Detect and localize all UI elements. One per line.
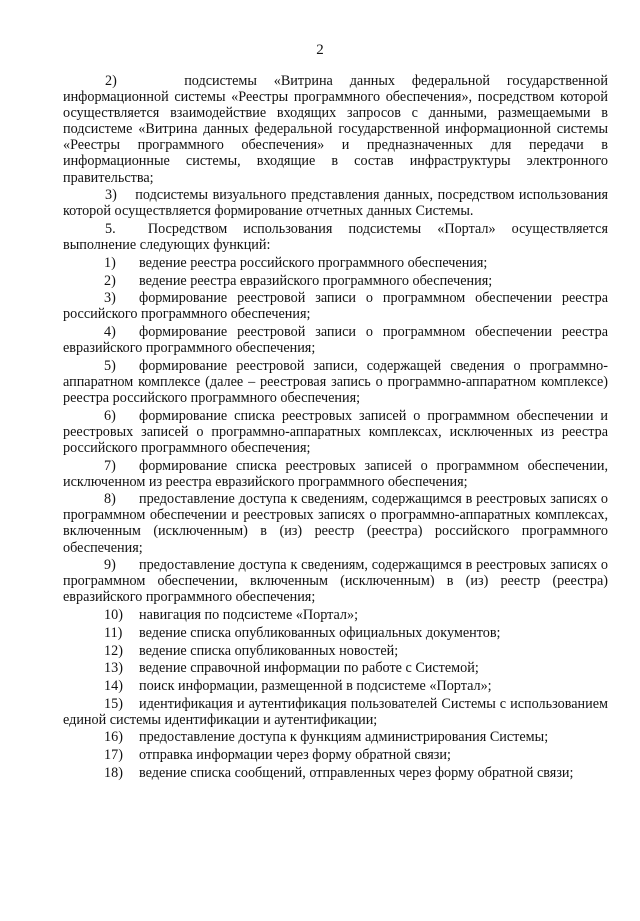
list-item-text: ведение реестра евразийского программного обеспечения; [139,272,493,289]
list-item-number: 4) [104,323,116,340]
list-item [63,607,608,623]
list-item [63,491,608,555]
list-item-text: ведение справочной информации по работе с Системой; [139,660,479,677]
document-body [63,73,608,782]
list-item-text: предоставление доступа к функциям администрирования Системы; [139,729,549,746]
list-item-number: 9) [104,557,116,574]
list-item [63,290,608,322]
list-item-text: навигация по подсистеме «Портал»; [139,607,359,624]
list-item [63,625,608,641]
page-number: 2 [316,42,324,58]
list-item [63,747,608,763]
list-item [63,255,608,271]
list-item-text: ведение списка опубликованных официальных документов; [139,624,501,641]
paragraph-section-5: 5. Посредством использования подсистемы «Портал» осуществляется выполнение следующих функций: [63,221,608,254]
list-item-number: 12) [104,642,123,659]
list-item-text: предоставление доступа к сведениям, содержащимся в реестровых записях о программном обеспечении и реестровых записях о программно-аппаратных комплексах, включенным (исключенным) в (из) реестр (реестра) российского программного обеспечения; [63,491,608,556]
list-item-number: 18) [104,764,123,781]
list-item-text: предоставление доступа к сведениям, содержащимся в реестровых записях о программном обеспечении, включенным (исключенным) в (из) реестр (реестра) евразийского программного обеспечения; [63,557,608,606]
list-item-text: отправка информации через форму обратной связи; [139,747,451,764]
list-item-text: формирование реестровой записи о программном обеспечении реестра российского программного обеспечения; [63,290,608,323]
list-item-text: ведение реестра российского программного обеспечения; [139,254,488,271]
list-item [63,643,608,659]
list-item-text: ведение списка сообщений, отправленных через форму обратной связи; [139,764,574,781]
list-item-number: 15) [104,695,123,712]
paragraph-subsystem-2: 2) подсистемы «Витрина данных федеральной государственной информационной системы «Реестры программного обеспечения», посредством которой осуществляется взаимодействие входящих запросов с данными, размещаемыми в подсистеме «Витрина данных федеральной государственной информационной системы «Реестры программного обеспечения» и предназначенных для передачи в информационные системы, входящие в состав инфраструктуры электронного правительства; [63,73,608,186]
list-item-text: формирование списка реестровых записей о программном обеспечении, исключенном из реестра евразийского программного обеспечения; [63,457,608,490]
list-item-number: 14) [104,677,123,694]
list-item [63,765,608,781]
list-item-number: 11) [104,624,123,641]
list-item [63,458,608,490]
list-item-number: 5) [104,357,116,374]
list-item-text: поиск информации, размещенной в подсистеме «Портал»; [139,677,492,694]
list-item-text: ведение списка опубликованных новостей; [139,642,399,659]
paragraph-subsystem-3: 3) подсистемы визуального представления данных, посредством использования которой осуществляется формирование отчетных данных Системы. [63,187,608,220]
list-item-number: 8) [104,491,116,508]
list-item-number: 7) [104,457,116,474]
list-item [63,324,608,356]
list-item-number: 16) [104,729,123,746]
list-item [63,660,608,676]
list-item [63,358,608,406]
list-item-number: 13) [104,660,123,677]
list-item-number: 2) [104,272,116,289]
list-item [63,696,608,728]
list-item-text: формирование реестровой записи, содержащей сведения о программно-аппаратном комплексе (далее – реестровая запись о программно-аппаратном комплексе) реестра российского программного обеспечения; [63,357,608,406]
list-item-text: формирование реестровой записи о программном обеспечении реестра евразийского программного обеспечения; [63,323,608,357]
list-item-number: 1) [104,254,116,271]
list-item [63,273,608,289]
list-item-number: 10) [104,607,123,624]
function-list [63,255,608,781]
list-item [63,557,608,605]
list-item-number: 17) [104,747,123,764]
list-item-text: идентификация и аутентификация пользователей Системы с использованием единой системы идентификации и аутентификации; [63,695,608,728]
list-item-number: 3) [104,290,116,307]
list-item-number: 6) [104,407,116,424]
list-item-text: формирование списка реестровых записей о программном обеспечении и реестровых записей о программно-аппаратных комплексах, исключенных из реестра российского программного обеспечения; [63,407,608,456]
list-item [63,729,608,745]
list-item [63,678,608,694]
list-item [63,408,608,456]
